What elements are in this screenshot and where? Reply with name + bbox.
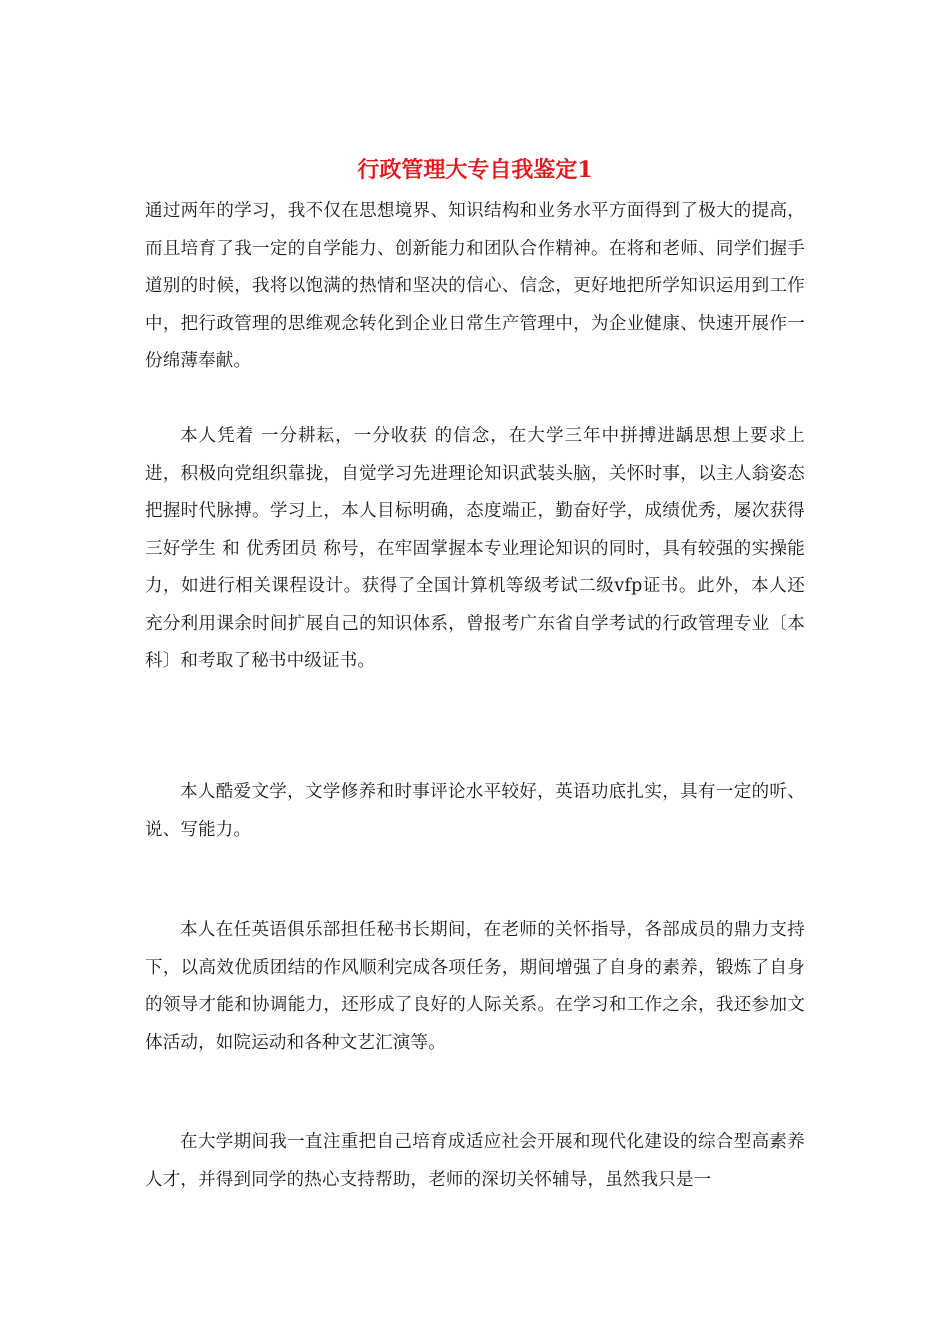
paragraph-club: 本人在任英语俱乐部担任秘书长期间，在老师的关怀指导，各部成员的鼎力支持下，以高效优质团结的作风顺利完成各项任务，期间增强了自身的素养，锻炼了自身的领导才能和协调能力，还形成了良好的人际关系。在学习和工作之余，我还参加文体活动，如院运动和各种文艺汇演等。 [145, 920, 805, 1053]
document-title: 行政管理大专自我鉴定1 [357, 157, 593, 183]
paragraph-study: 本人凭着 一分耕耘，一分收获 的信念，在大学三年中拼搏进龋思想上要求上进，积极向党组织靠拢，自觉学习先进理论知识武装头脑，关怀时事，以主人翁姿态把握时代脉搏。学习上，本人目标明确，态度端正，勤奋好学，成绩优秀，屡次获得 三好学生 和 优秀团员 称号，在牢固掌握本专业理论知识的同时，具有较强的实操能力，如进行相关课程设计。获得了全国计算机等级考试二级vfp证书。此外，本人还充分利用课余时间扩展自己的知识体系，曾报考广东省自学考试的行政管理专业〔本科〕和考取了秘书中级证书。 [145, 426, 805, 671]
paragraph-intro: 通过两年的学习，我不仅在思想境界、知识结构和业务水平方面得到了极大的提高，而且培育了我一定的自学能力、创新能力和团队合作精神。在将和老师、同学们握手道别的时候，我将以饱满的热情和坚决的信心、信念，更好地把所学知识运用到工作中，把行政管理的思维观念转化到企业日常生产管理中，为企业健康、快速开展作一份绵薄奉献。 [145, 201, 805, 371]
paragraph-literature: 本人酷爱文学，文学修养和时事评论水平较好，英语功底扎实，具有一定的听、说、写能力。 [145, 782, 805, 840]
paragraph-development: 在大学期间我一直注重把自己培育成适应社会开展和现代化建设的综合型高素养人才，并得到同学的热心支持帮助，老师的深切关怀辅导，虽然我只是一 [145, 1132, 805, 1190]
